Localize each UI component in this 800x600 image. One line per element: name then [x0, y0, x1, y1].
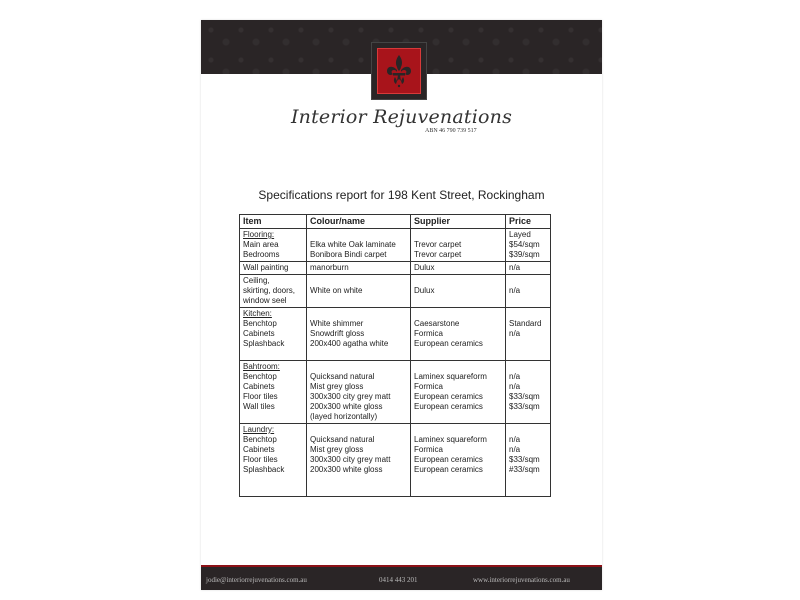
- cell-line: Laminex squareform: [414, 435, 487, 444]
- table-cell-item: [240, 229, 307, 262]
- cell-line: 300x300 city grey matt: [310, 455, 391, 464]
- cell-line: [414, 425, 502, 435]
- cell-line: Splashback: [243, 339, 285, 348]
- table-cell-item: [240, 275, 307, 308]
- cell-line: $33/sqm: [509, 402, 540, 411]
- table-row: [240, 361, 551, 424]
- cell-line: manorburn: [310, 263, 349, 272]
- cell-line: [509, 412, 547, 422]
- header-supplier: Supplier: [411, 215, 506, 229]
- cell-line: White shimmer: [310, 319, 364, 328]
- table-cell-supplier: [411, 229, 506, 262]
- report-title: Specifications report for 198 Kent Street, Rockingham: [258, 188, 545, 202]
- cell-line: Wall tiles: [243, 402, 275, 411]
- cell-line: n/a: [509, 445, 521, 454]
- cell-line: $33/sqm: [509, 392, 540, 401]
- cell-line: n/a: [509, 286, 521, 295]
- cell-line: Formica: [414, 382, 443, 391]
- cell-line: Formica: [414, 445, 443, 454]
- cell-line: Cabinets: [243, 445, 275, 454]
- cell-line: White on white: [310, 286, 363, 295]
- cell-line: $54/sqm: [509, 240, 540, 249]
- table-row: [240, 275, 551, 308]
- cell-line: [414, 349, 502, 359]
- table-cell-price: [506, 424, 551, 497]
- cell-line: [243, 485, 303, 495]
- table-cell-colour: [307, 275, 411, 308]
- cell-line: 200x300 white gloss: [310, 465, 383, 474]
- cell-line: 200x300 white gloss: [310, 402, 383, 411]
- table-cell-colour: [307, 262, 411, 275]
- cell-line: Standard: [509, 319, 542, 328]
- table-cell-supplier: [411, 424, 506, 497]
- header-colour-name: Colour/name: [307, 215, 411, 229]
- fleur-de-lis-icon: [384, 53, 414, 89]
- cell-line: [509, 475, 547, 485]
- cell-line: Floor tiles: [243, 455, 278, 464]
- cell-line: [509, 349, 547, 359]
- cell-line: European ceramics: [414, 465, 483, 474]
- cell-line: Laminex squareform: [414, 372, 487, 381]
- cell-line: [310, 485, 407, 495]
- cell-line: n/a: [509, 372, 521, 381]
- cell-line: [414, 475, 502, 485]
- cell-line: [509, 296, 547, 306]
- header-price: Price: [506, 215, 551, 229]
- cell-line: [243, 349, 303, 359]
- cell-line: [509, 362, 547, 372]
- brand-name: Interior Rejuvenations: [290, 106, 513, 128]
- footer-band: [201, 565, 602, 590]
- footer-website: www.interiorrejuvenations.com.au: [473, 576, 570, 584]
- cell-line: Elka white Oak laminate: [310, 240, 396, 249]
- cell-line: Mist grey gloss: [310, 445, 364, 454]
- cell-line: European ceramics: [414, 455, 483, 464]
- cell-line: [509, 425, 547, 435]
- specification-document: [201, 20, 602, 590]
- table-cell-supplier: [411, 308, 506, 361]
- table-cell-item: [240, 424, 307, 497]
- cell-line: [310, 425, 407, 435]
- section-heading: Flooring:: [243, 230, 275, 239]
- cell-line: Trevor carpet: [414, 250, 462, 259]
- table-cell-price: [506, 262, 551, 275]
- cell-line: $39/sqm: [509, 250, 540, 259]
- cell-line: [414, 485, 502, 495]
- cell-line: Snowdrift gloss: [310, 329, 365, 338]
- brand-logo: [371, 42, 427, 100]
- table-cell-price: [506, 275, 551, 308]
- cell-line: Wall painting: [243, 263, 289, 272]
- cell-line: Quicksand natural: [310, 435, 375, 444]
- cell-line: [414, 296, 502, 306]
- cell-line: n/a: [509, 329, 521, 338]
- cell-line: n/a: [509, 435, 521, 444]
- cell-line: Caesarstone: [414, 319, 460, 328]
- cell-line: n/a: [509, 382, 521, 391]
- cell-line: [310, 230, 407, 240]
- cell-line: Main area: [243, 240, 279, 249]
- cell-line: [414, 362, 502, 372]
- table-row: [240, 229, 551, 262]
- table-cell-item: [240, 262, 307, 275]
- table-row: [240, 308, 551, 361]
- cell-line: Bedrooms: [243, 250, 280, 259]
- cell-line: European ceramics: [414, 339, 483, 348]
- table-row: [240, 262, 551, 275]
- cell-line: Cabinets: [243, 382, 275, 391]
- table-cell-colour: [307, 361, 411, 424]
- cell-line: [509, 276, 547, 286]
- cell-line: [414, 309, 502, 319]
- cell-line: [310, 475, 407, 485]
- table-cell-colour: [307, 308, 411, 361]
- cell-line: [509, 339, 547, 349]
- cell-line: Layed: [509, 230, 531, 239]
- table-cell-supplier: [411, 262, 506, 275]
- cell-line: [310, 362, 407, 372]
- cell-line: Benchtop: [243, 435, 277, 444]
- section-heading: Bahtroom:: [243, 362, 280, 371]
- cell-line: [509, 485, 547, 495]
- cell-line: Formica: [414, 329, 443, 338]
- cell-line: Mist grey gloss: [310, 382, 364, 391]
- cell-line: skirting, doors,: [243, 286, 296, 295]
- footer-phone: 0414 443 201: [379, 576, 418, 584]
- cell-line: window seel: [243, 296, 287, 305]
- cell-line: [414, 276, 502, 286]
- table-header-row: [240, 215, 551, 229]
- table-row: [240, 424, 551, 497]
- cell-line: European ceramics: [414, 392, 483, 401]
- specification-table: [239, 214, 551, 497]
- cell-line: [414, 412, 502, 422]
- cell-line: Floor tiles: [243, 392, 278, 401]
- cell-line: [310, 276, 407, 286]
- cell-line: [310, 296, 407, 306]
- table-cell-colour: [307, 229, 411, 262]
- cell-line: Ceiling,: [243, 276, 270, 285]
- section-heading: Laundry:: [243, 425, 275, 434]
- footer-email: jodie@interiorrejuvenations.com.au: [206, 576, 307, 584]
- table-cell-price: [506, 361, 551, 424]
- cell-line: Cabinets: [243, 329, 275, 338]
- header-item: Item: [240, 215, 307, 229]
- cell-line: 200x400 agatha white: [310, 339, 389, 348]
- abn-number: ABN 46 790 739 517: [425, 128, 477, 134]
- cell-line: [243, 412, 303, 422]
- cell-line: Splashback: [243, 465, 285, 474]
- table-cell-item: [240, 361, 307, 424]
- cell-line: [243, 475, 303, 485]
- cell-line: [414, 230, 502, 240]
- cell-line: Quicksand natural: [310, 372, 375, 381]
- cell-line: Benchtop: [243, 319, 277, 328]
- table-cell-supplier: [411, 361, 506, 424]
- table-cell-item: [240, 308, 307, 361]
- table-cell-colour: [307, 424, 411, 497]
- cell-line: [310, 309, 407, 319]
- logo-emblem: [377, 48, 421, 94]
- cell-line: European ceramics: [414, 402, 483, 411]
- cell-line: Bonibora Bindi carpet: [310, 250, 387, 259]
- cell-line: Dulux: [414, 286, 435, 295]
- cell-line: [509, 309, 547, 319]
- table-cell-supplier: [411, 275, 506, 308]
- cell-line: [310, 349, 407, 359]
- table-cell-price: [506, 229, 551, 262]
- cell-line: Trevor carpet: [414, 240, 462, 249]
- cell-line: (layed horizontally): [310, 412, 378, 421]
- cell-line: Dulux: [414, 263, 435, 272]
- table-cell-price: [506, 308, 551, 361]
- cell-line: 300x300 city grey matt: [310, 392, 391, 401]
- cell-line: n/a: [509, 263, 521, 272]
- cell-line: #33/sqm: [509, 465, 540, 474]
- section-heading: Kitchen:: [243, 309, 272, 318]
- cell-line: $33/sqm: [509, 455, 540, 464]
- cell-line: Benchtop: [243, 372, 277, 381]
